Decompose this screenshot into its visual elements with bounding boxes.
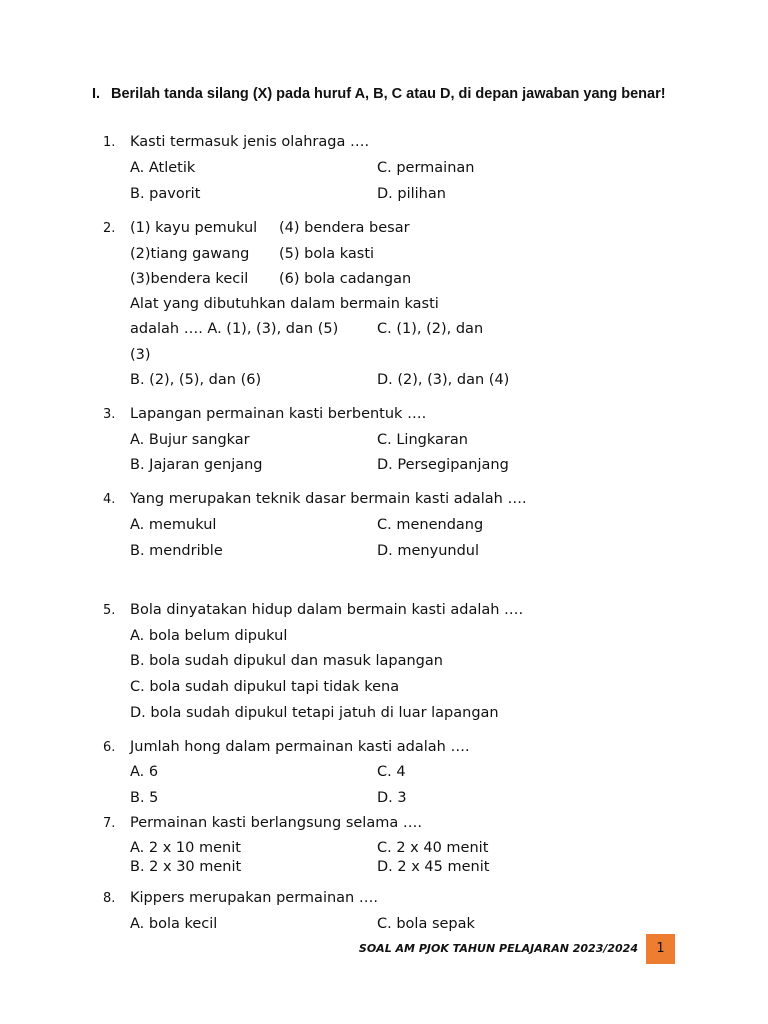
question-number: 4.: [103, 492, 116, 507]
item-4: (4) bendera besar: [279, 220, 410, 236]
option-d[interactable]: D. menyundul: [377, 543, 480, 559]
page-number-badge: 1: [646, 934, 675, 964]
option-c[interactable]: C. permainan: [377, 160, 475, 176]
item-2: (2)tiang gawang: [130, 246, 250, 262]
question-text: Kippers merupakan permainan ….: [130, 890, 378, 906]
option-c[interactable]: C. menendang: [377, 517, 484, 533]
question-text-option-a[interactable]: adalah …. A. (1), (3), dan (5): [130, 321, 339, 337]
option-b[interactable]: B. mendrible: [130, 543, 223, 559]
item-3: (3)bendera kecil: [130, 271, 249, 287]
option-b[interactable]: B. 5: [130, 790, 159, 806]
question-number: 2.: [103, 221, 116, 236]
question-number: 6.: [103, 740, 116, 755]
section-number: I.: [92, 86, 101, 102]
question-number: 1.: [103, 135, 116, 150]
option-c-continued: (3): [130, 347, 151, 363]
item-1: (1) kayu pemukul: [130, 220, 258, 236]
option-d[interactable]: D. 2 x 45 menit: [377, 859, 490, 875]
option-a[interactable]: A. Bujur sangkar: [130, 432, 250, 448]
question-text: Permainan kasti berlangsung selama ….: [130, 815, 422, 831]
option-c[interactable]: C. bola sepak: [377, 916, 475, 932]
option-c[interactable]: C. bola sudah dipukul tapi tidak kena: [130, 679, 400, 695]
item-6: (6) bola cadangan: [279, 271, 412, 287]
option-d[interactable]: D. Persegipanjang: [377, 457, 509, 473]
question-number: 7.: [103, 816, 116, 831]
option-b[interactable]: B. 2 x 30 menit: [130, 859, 242, 875]
option-b[interactable]: B. Jajaran genjang: [130, 457, 263, 473]
question-number: 5.: [103, 603, 116, 618]
option-d[interactable]: D. bola sudah dipukul tetapi jatuh di luar lapangan: [130, 705, 499, 721]
option-a[interactable]: A. memukul: [130, 517, 217, 533]
option-b[interactable]: B. bola sudah dipukul dan masuk lapangan: [130, 653, 443, 669]
question-text: Kasti termasuk jenis olahraga ….: [130, 134, 370, 150]
option-a[interactable]: A. 6: [130, 764, 159, 780]
option-a[interactable]: A. Atletik: [130, 160, 196, 176]
question-number: 8.: [103, 891, 116, 906]
option-c[interactable]: C. 4: [377, 764, 406, 780]
question-text: Lapangan permainan kasti berbentuk ….: [130, 406, 427, 422]
option-c[interactable]: C. (1), (2), dan: [377, 321, 484, 337]
item-5: (5) bola kasti: [279, 246, 375, 262]
option-b[interactable]: B. (2), (5), dan (6): [130, 372, 262, 388]
question-text: Bola dinyatakan hidup dalam bermain kasti adalah ….: [130, 602, 524, 618]
question-text: Alat yang dibutuhkan dalam bermain kasti: [130, 296, 439, 312]
option-c[interactable]: C. 2 x 40 menit: [377, 840, 489, 856]
footer-title: SOAL AM PJOK TAHUN PELAJARAN 2023/2024: [358, 942, 638, 955]
option-d[interactable]: D. 3: [377, 790, 407, 806]
option-c[interactable]: C. Lingkaran: [377, 432, 468, 448]
option-b[interactable]: B. pavorit: [130, 186, 201, 202]
section-instruction-text: Berilah tanda silang (X) pada huruf A, B, C atau D, di depan jawaban yang benar!: [111, 86, 666, 102]
question-text: Jumlah hong dalam permainan kasti adalah ….: [130, 739, 470, 755]
option-d[interactable]: D. pilihan: [377, 186, 446, 202]
question-text: Yang merupakan teknik dasar bermain kasti adalah ….: [130, 491, 527, 507]
option-a[interactable]: A. 2 x 10 menit: [130, 840, 241, 856]
option-a[interactable]: A. bola kecil: [130, 916, 218, 932]
section-instruction: [92, 86, 674, 102]
option-d[interactable]: D. (2), (3), dan (4): [377, 372, 510, 388]
option-a[interactable]: A. bola belum dipukul: [130, 628, 288, 644]
question-number: 3.: [103, 407, 116, 422]
